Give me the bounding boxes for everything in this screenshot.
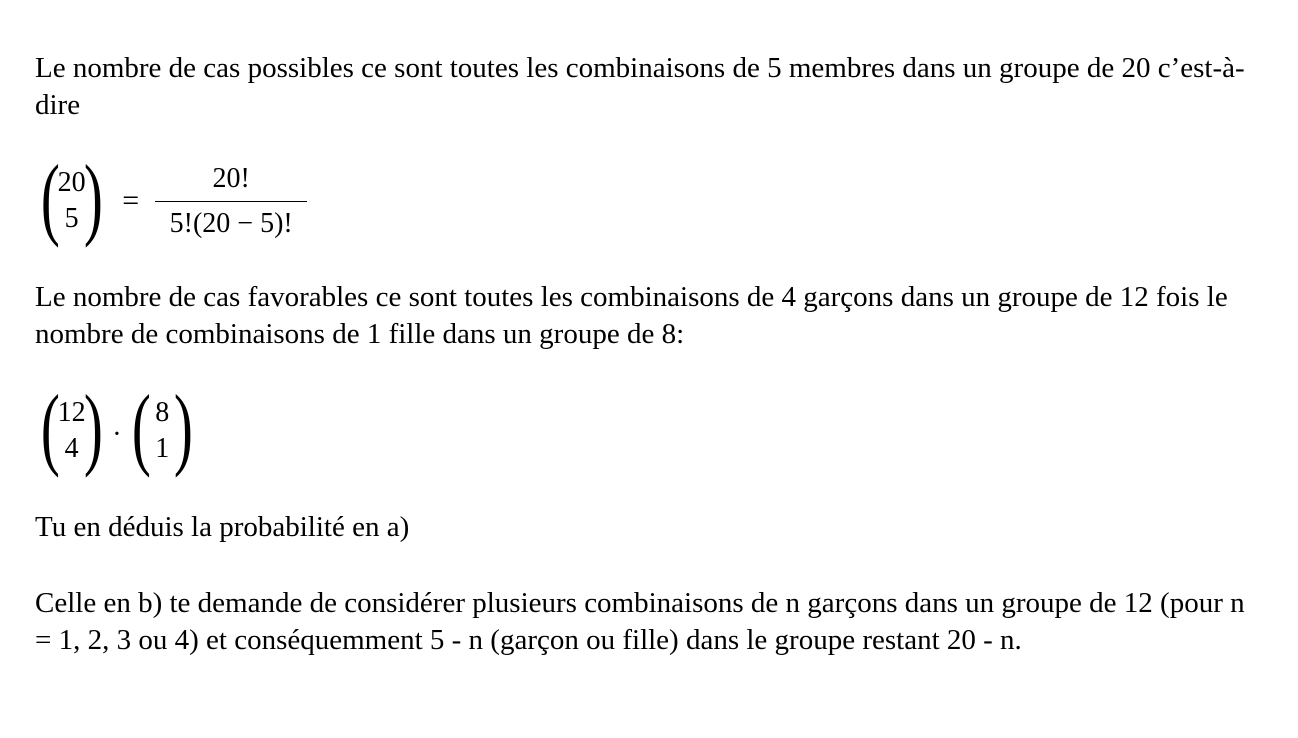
paragraph-deduce-probability: Tu en déduis la probabilité en a) bbox=[35, 511, 410, 543]
right-paren: ) bbox=[174, 376, 194, 478]
paragraph-favorable-cases: Le nombre de cas favorables ce sont toutes les combinaisons de 4 garçons dans un groupe de 12 fois le nombre de combinaisons de 1 fille dans un groupe de 8: bbox=[35, 281, 1228, 350]
fraction-numerator: 20! bbox=[155, 161, 307, 202]
binomial-top: 8 bbox=[155, 397, 170, 428]
binomial-8-1 bbox=[126, 376, 199, 478]
binomial-bottom: 4 bbox=[64, 433, 79, 464]
binomial-12-4 bbox=[35, 376, 108, 478]
paragraph-possible-cases: Le nombre de cas possibles ce sont toutes les combinaisons de 5 membres dans un groupe de 20 c’est-à-dire bbox=[35, 52, 1245, 121]
paragraph-part-b: Celle en b) te demande de considérer plusieurs combinaisons de n garçons dans un groupe de 12 (pour n = 1, 2, 3 ou 4) et conséquemment 5 - n (garçon ou fille) dans le groupe restant 20 - n. bbox=[35, 587, 1245, 656]
binomial-top: 12 bbox=[57, 397, 86, 428]
right-paren: ) bbox=[83, 376, 103, 478]
formula-favorable-combinations bbox=[35, 376, 199, 478]
binomial-bottom: 1 bbox=[155, 433, 170, 464]
left-paren: ( bbox=[40, 146, 60, 248]
binomial-20-5 bbox=[35, 146, 108, 248]
fraction-denominator: 5!(20 − 5)! bbox=[169, 207, 293, 239]
equals-sign: = bbox=[122, 184, 140, 217]
right-paren: ) bbox=[83, 146, 103, 248]
fraction bbox=[155, 161, 307, 242]
binomial-bottom: 5 bbox=[64, 203, 79, 234]
binomial-top: 20 bbox=[57, 167, 86, 198]
left-paren: ( bbox=[131, 376, 151, 478]
formula-total-combinations bbox=[35, 146, 307, 248]
left-paren: ( bbox=[40, 376, 60, 478]
multiplication-dot: · bbox=[112, 419, 122, 450]
